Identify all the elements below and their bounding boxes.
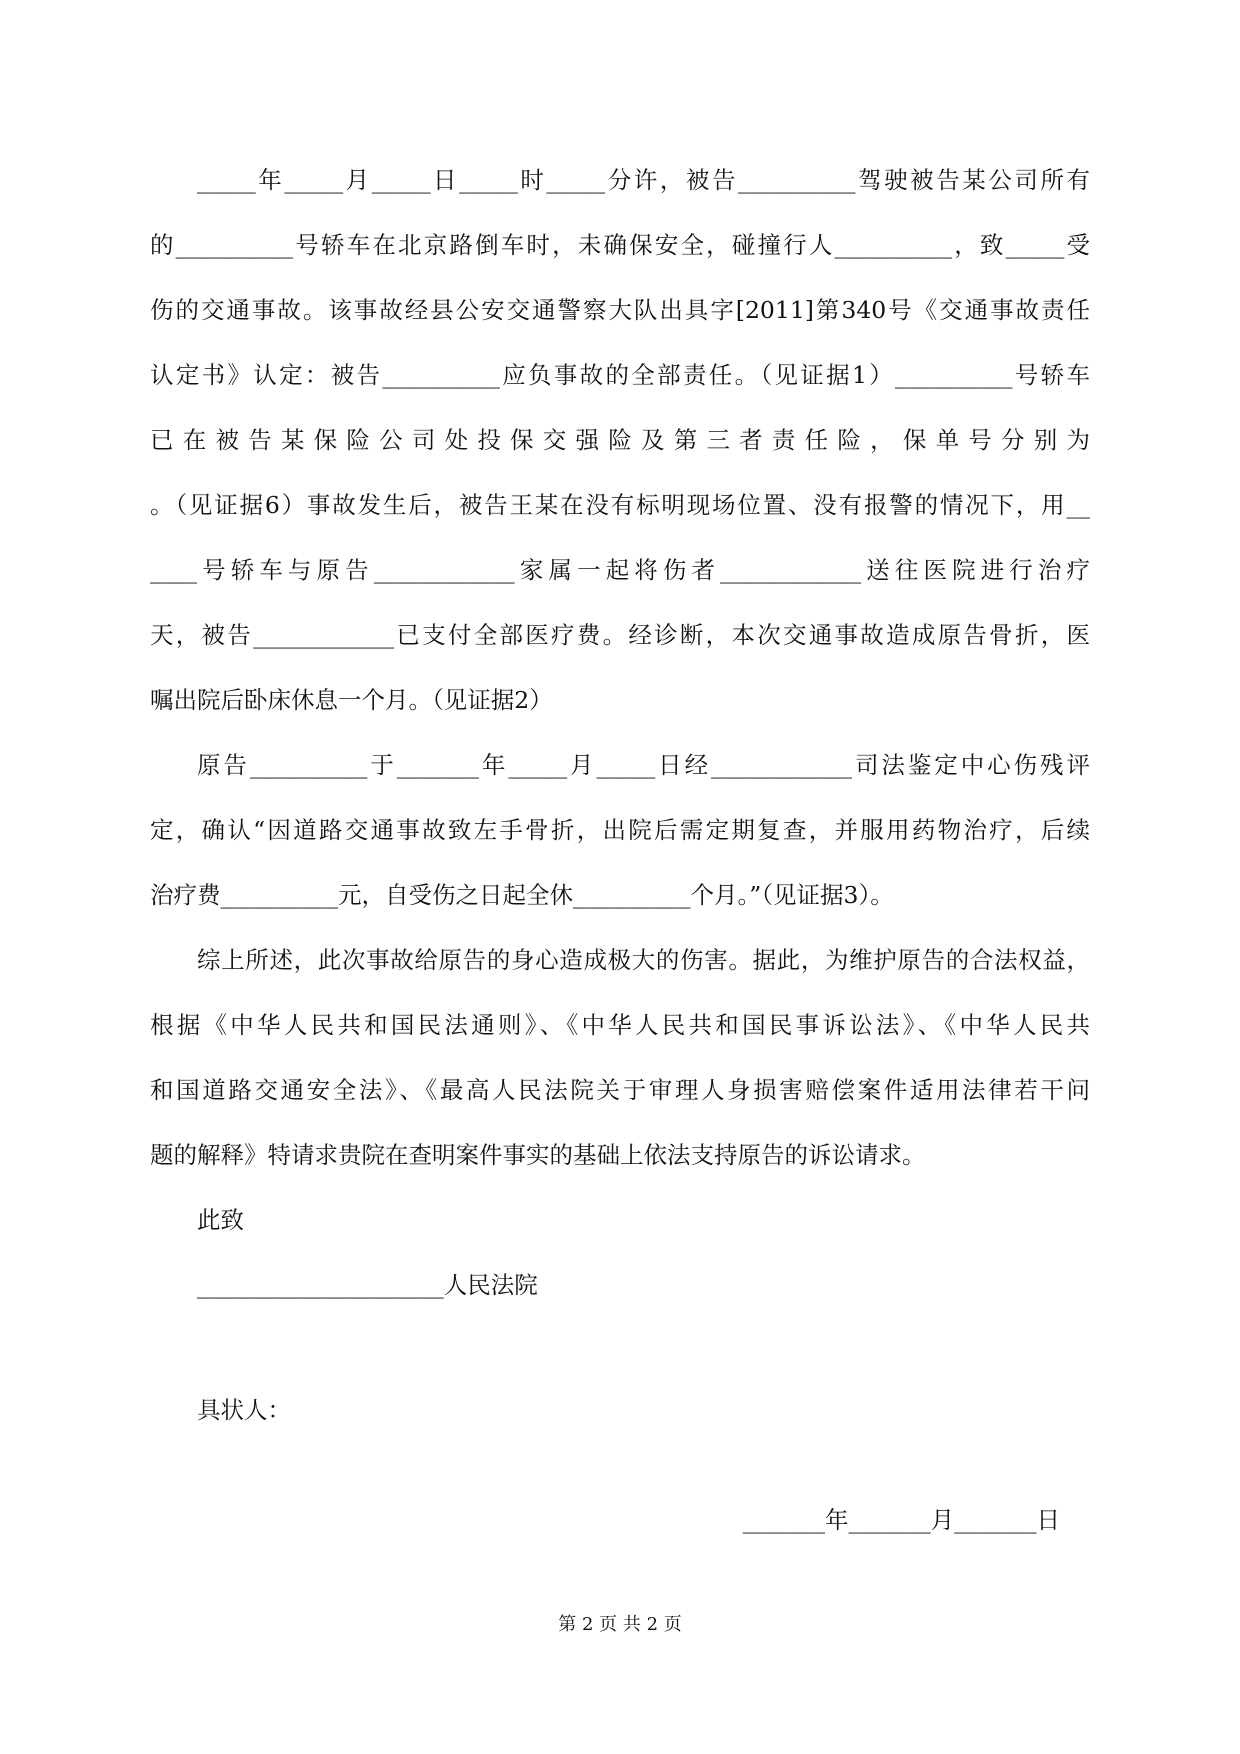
paragraph-appraisal	[150, 733, 1090, 928]
date-line: _______年_______月_______日	[742, 1506, 1060, 1534]
paragraph-accident-facts	[150, 148, 1090, 733]
text-line: 根据《中华人民共和国民法通则》、《中华人民共和国民事诉讼法》、《中华人民共	[150, 1011, 1090, 1039]
text-line: 伤的交通事故。该事故经县公安交通警察大队出具字[2011]第340号《交通事故责任	[150, 296, 1090, 324]
text-line: 嘱出院后卧床休息一个月。（见证据2）	[150, 686, 553, 714]
text-line: 的__________号轿车在北京路倒车时，未确保安全，碰撞行人__________，致_____受	[150, 231, 1090, 259]
text-line: 定，确认“因道路交通事故致左手骨折，出院后需定期复查，并服用药物治疗，后续	[150, 816, 1090, 844]
text-line: 。（见证据6）事故发生后，被告王某在没有标明现场位置、没有报警的情况下，用__	[150, 491, 1090, 519]
text-line: 治疗费__________元，自受伤之日起全休__________个月。”（见证据3）。	[150, 881, 894, 909]
document-body	[150, 148, 1090, 1553]
signer-label: 具状人：	[197, 1396, 291, 1424]
text-line: 认定书》认定：被告__________应负事故的全部责任。（见证据1）__________号轿车	[150, 361, 1090, 389]
text-line: 天，被告____________已支付全部医疗费。经诊断，本次交通事故造成原告骨折，医	[150, 621, 1090, 649]
text-line: _____年_____月_____日_____时_____分许，被告__________驾驶被告某公司所有	[197, 166, 1090, 194]
text-line: 综上所述，此次事故给原告的身心造成极大的伤害。据此，为维护原告的合法权益，	[197, 946, 1090, 974]
text-line: ____号轿车与原告____________家属一起将伤者____________送往医院进行治疗	[150, 556, 1090, 584]
salutation: 此致	[197, 1206, 244, 1234]
text-line: 和国道路交通安全法》、《最高人民法院关于审理人身损害赔偿案件适用法律若干问	[150, 1076, 1090, 1104]
paragraph-conclusion	[150, 928, 1090, 1188]
court-line: _____________________人民法院	[197, 1271, 538, 1299]
text-line: 题的解释》特请求贵院在查明案件事实的基础上依法支持原告的诉讼请求。	[150, 1141, 926, 1169]
page-number: 第 2 页 共 2 页	[558, 1614, 682, 1635]
text-line: 原告__________于_______年_____月_____日经____________司法鉴定中心伤残评	[197, 751, 1090, 779]
text-line: 已在被告某保险公司处投保交强险及第三者责任险，保单号分别为	[150, 426, 1090, 454]
